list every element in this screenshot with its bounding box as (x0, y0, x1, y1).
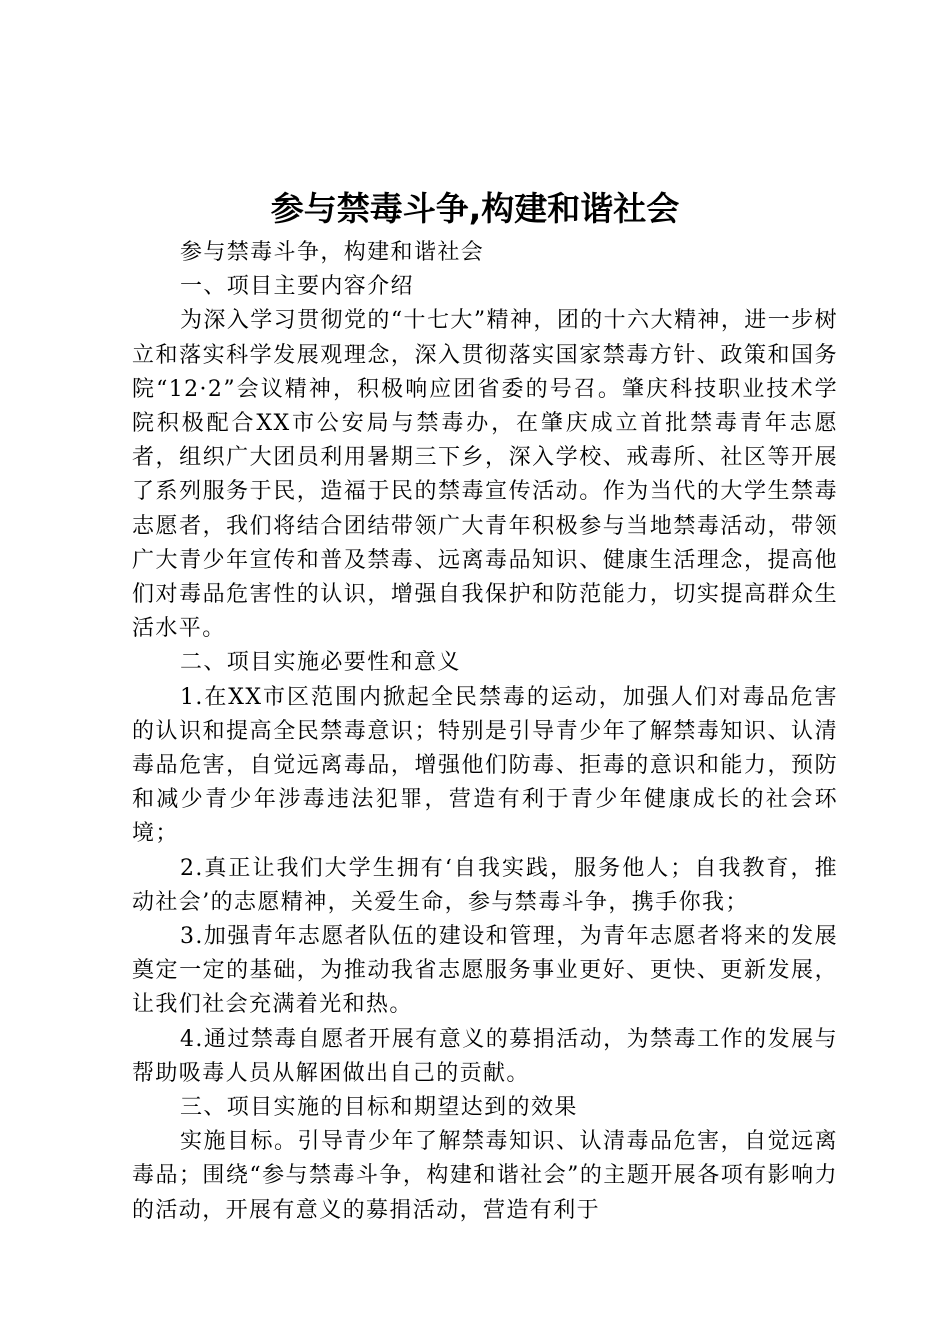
section-heading-3: 三、项目实施的目标和期望达到的效果 (179, 1095, 578, 1121)
list-item-1: 1.在XX市区范围内掀起全民禁毒的运动，加强人们对毒品危害的认识和提高全民禁毒意识；特别是引导青少年了解禁毒知识、认清毒品危害，自觉远离毒品，增强他们防毒、拒毒的意识和能力，预防和减少青少年涉毒违法犯罪，营造有利于青少年健康成长的社会环境； (132, 684, 838, 847)
document-title: 参与禁毒斗争,构建和谐社会 (270, 189, 680, 228)
list-item-3: 3.加强青年志愿者队伍的建设和管理，为青年志愿者将来的发展奠定一定的基础，为推动我省志愿服务事业更好、更快、更新发展，让我们社会充满着光和热。 (132, 924, 838, 1018)
section-heading-1: 一、项目主要内容介绍 (179, 274, 414, 300)
body-paragraph: 实施目标。引导青少年了解禁毒知识、认清毒品危害，自觉远离毒品；围绕“参与禁毒斗争，构建和谐社会”的主题开展各项有影响力的活动，开展有意义的募捐活动，营造有利于 (132, 1129, 838, 1223)
document-body (132, 236, 838, 1228)
list-item-4: 4.通过禁毒自愿者开展有意义的募捐活动，为禁毒工作的发展与帮助吸毒人员从解困做出自己的贡献。 (132, 1026, 838, 1086)
body-paragraph: 为深入学习贯彻党的“十七大”精神，团的十六大精神，进一步树立和落实科学发展观理念，深入贯彻落实国家禁毒方针、政策和国务院“12·2”会议精神，积极响应团省委的号召。肇庆科技职业技术学院积极配合XX市公安局与禁毒办，在肇庆成立首批禁毒青年志愿者，组织广大团员利用暑期三下乡，深入学校、戒毒所、社区等开展了系列服务于民，造福于民的禁毒宣传活动。作为当代的大学生禁毒志愿者，我们将结合团结带领广大青年积极参与当地禁毒活动，带领广大青少年宣传和普及禁毒、远离毒品知识、健康生活理念，提高他们对毒品危害性的认识，增强自我保护和防范能力，切实提高群众生活水平。 (132, 308, 838, 642)
subtitle-paragraph: 参与禁毒斗争，构建和谐社会 (179, 240, 485, 265)
list-item-2: 2.真正让我们大学生拥有‘自我实践，服务他人；自我教育，推动社会’的志愿精神，关爱生命，参与禁毒斗争，携手你我； (132, 855, 838, 915)
section-heading-2: 二、项目实施必要性和意义 (179, 650, 461, 676)
